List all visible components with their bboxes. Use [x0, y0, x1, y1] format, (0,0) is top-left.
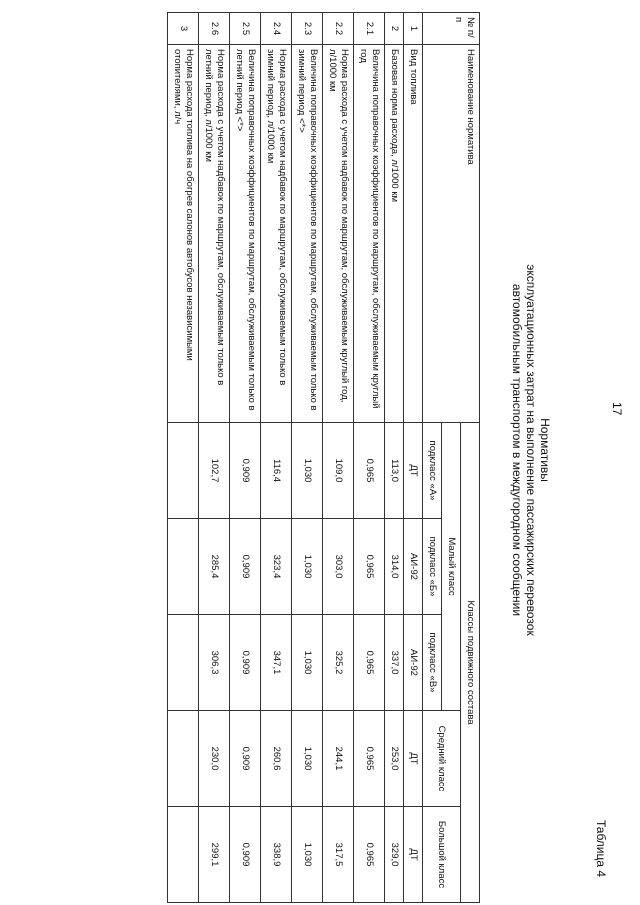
- value-subclass-a: 113,0: [385, 423, 404, 519]
- value-large-class: 299,1: [199, 807, 230, 903]
- value-subclass-b: 0,965: [354, 519, 385, 615]
- table-row: [323, 13, 354, 903]
- table-row: [292, 13, 323, 903]
- row-name: Величина поправочных коэффициентов по маршрутам, обслуживаемым только в летний период <*>: [230, 45, 261, 423]
- header-row-1: [461, 13, 480, 903]
- value-large-class: 317,5: [323, 807, 354, 903]
- value-subclass-a: ДТ: [404, 423, 423, 519]
- value-subclass-v: 1,030: [292, 615, 323, 711]
- row-name: Норма расхода с учетом надбавок по маршрутам, обслуживаемым только в летний период, л/1000 км: [199, 45, 230, 423]
- value-large-class: 329,0: [385, 807, 404, 903]
- value-subclass-b: [168, 519, 199, 615]
- table-row: [168, 13, 199, 903]
- header-large-class: Большой класс: [423, 807, 461, 903]
- value-large-class: 338,9: [261, 807, 292, 903]
- value-subclass-b: 0,909: [230, 519, 261, 615]
- row-number: 2.4: [261, 13, 292, 45]
- row-name: Базовая норма расхода, л/1000 км: [385, 45, 404, 423]
- row-number: 1: [404, 13, 423, 45]
- norms-table: [167, 12, 480, 903]
- value-medium-class: ДТ: [404, 711, 423, 807]
- value-subclass-v: 325,2: [323, 615, 354, 711]
- value-subclass-a: 1,030: [292, 423, 323, 519]
- value-large-class: 0,965: [354, 807, 385, 903]
- page-number: 17: [610, 402, 624, 416]
- table-label: Таблица 4: [594, 820, 608, 878]
- value-medium-class: 230,0: [199, 711, 230, 807]
- value-subclass-a: 102,7: [199, 423, 230, 519]
- value-medium-class: 260,6: [261, 711, 292, 807]
- value-subclass-a: 0,965: [354, 423, 385, 519]
- value-subclass-b: АИ-92: [404, 519, 423, 615]
- header-medium-class: Средний класс: [423, 711, 461, 807]
- value-medium-class: 253,0: [385, 711, 404, 807]
- row-name: Величина поправочных коэффициентов по маршрутам, обслуживаемым круглый год: [354, 45, 385, 423]
- table-row: [404, 13, 423, 903]
- row-number: 2.1: [354, 13, 385, 45]
- document-title: [510, 200, 552, 700]
- value-medium-class: [168, 711, 199, 807]
- value-large-class: 1,030: [292, 807, 323, 903]
- value-subclass-b: 303,0: [323, 519, 354, 615]
- row-number: 2.6: [199, 13, 230, 45]
- row-number: 2: [385, 13, 404, 45]
- value-medium-class: 0,909: [230, 711, 261, 807]
- row-number: 3: [168, 13, 199, 45]
- value-subclass-b: 1,030: [292, 519, 323, 615]
- table-row: [199, 13, 230, 903]
- value-subclass-v: 0,909: [230, 615, 261, 711]
- table-row: [385, 13, 404, 903]
- row-name: Величина поправочных коэффициентов по маршрутам, обслуживаемым только в зимний период <*>: [292, 45, 323, 423]
- value-subclass-v: АИ-92: [404, 615, 423, 711]
- value-subclass-a: [168, 423, 199, 519]
- title-line-3: автомобильным транспортом в междугородном сообщении: [510, 283, 524, 617]
- value-subclass-a: 109,0: [323, 423, 354, 519]
- value-subclass-b: 314,0: [385, 519, 404, 615]
- value-subclass-b: 323,4: [261, 519, 292, 615]
- header-small-class: Малый класс: [442, 423, 461, 711]
- row-number: 2.3: [292, 13, 323, 45]
- header-subclass-v: подкласс «В»: [423, 615, 442, 711]
- header-num: № п/п: [423, 13, 480, 45]
- row-name: Норма расхода с учетом надбавок по маршрутам, обслуживаемым круглый год, л/1000 км: [323, 45, 354, 423]
- value-large-class: 0,909: [230, 807, 261, 903]
- value-subclass-v: 0,965: [354, 615, 385, 711]
- value-medium-class: 1,030: [292, 711, 323, 807]
- table-row: [230, 13, 261, 903]
- row-name: Норма расхода топлива на обогрев салонов автобусов независимыми отопителями, л/ч: [168, 45, 199, 423]
- row-name: Норма расхода с учетом надбавок по маршрутам, обслуживаемым только в зимний период, л/1000 км: [261, 45, 292, 423]
- value-subclass-v: 337,0: [385, 615, 404, 711]
- value-subclass-a: 0,909: [230, 423, 261, 519]
- value-large-class: ДТ: [404, 807, 423, 903]
- header-name: Наименование норматива: [423, 45, 480, 423]
- row-number: 2.2: [323, 13, 354, 45]
- value-subclass-v: 347,1: [261, 615, 292, 711]
- value-subclass-v: 306,3: [199, 615, 230, 711]
- title-line-1: Нормативы: [538, 418, 552, 482]
- header-subclass-a: подкласс «А»: [423, 423, 442, 519]
- value-subclass-a: 116,4: [261, 423, 292, 519]
- table-row: [261, 13, 292, 903]
- row-name: Вид топлива: [404, 45, 423, 423]
- value-medium-class: 0,965: [354, 711, 385, 807]
- table-row: [354, 13, 385, 903]
- header-classes: Классы подвижного состава: [461, 423, 480, 903]
- value-large-class: [168, 807, 199, 903]
- value-subclass-b: 285,4: [199, 519, 230, 615]
- value-subclass-v: [168, 615, 199, 711]
- value-medium-class: 244,1: [323, 711, 354, 807]
- title-line-2: эксплуатационных затрат на выполнение пассажирских перевозок: [524, 264, 538, 636]
- row-number: 2.5: [230, 13, 261, 45]
- header-subclass-b: подкласс «Б»: [423, 519, 442, 615]
